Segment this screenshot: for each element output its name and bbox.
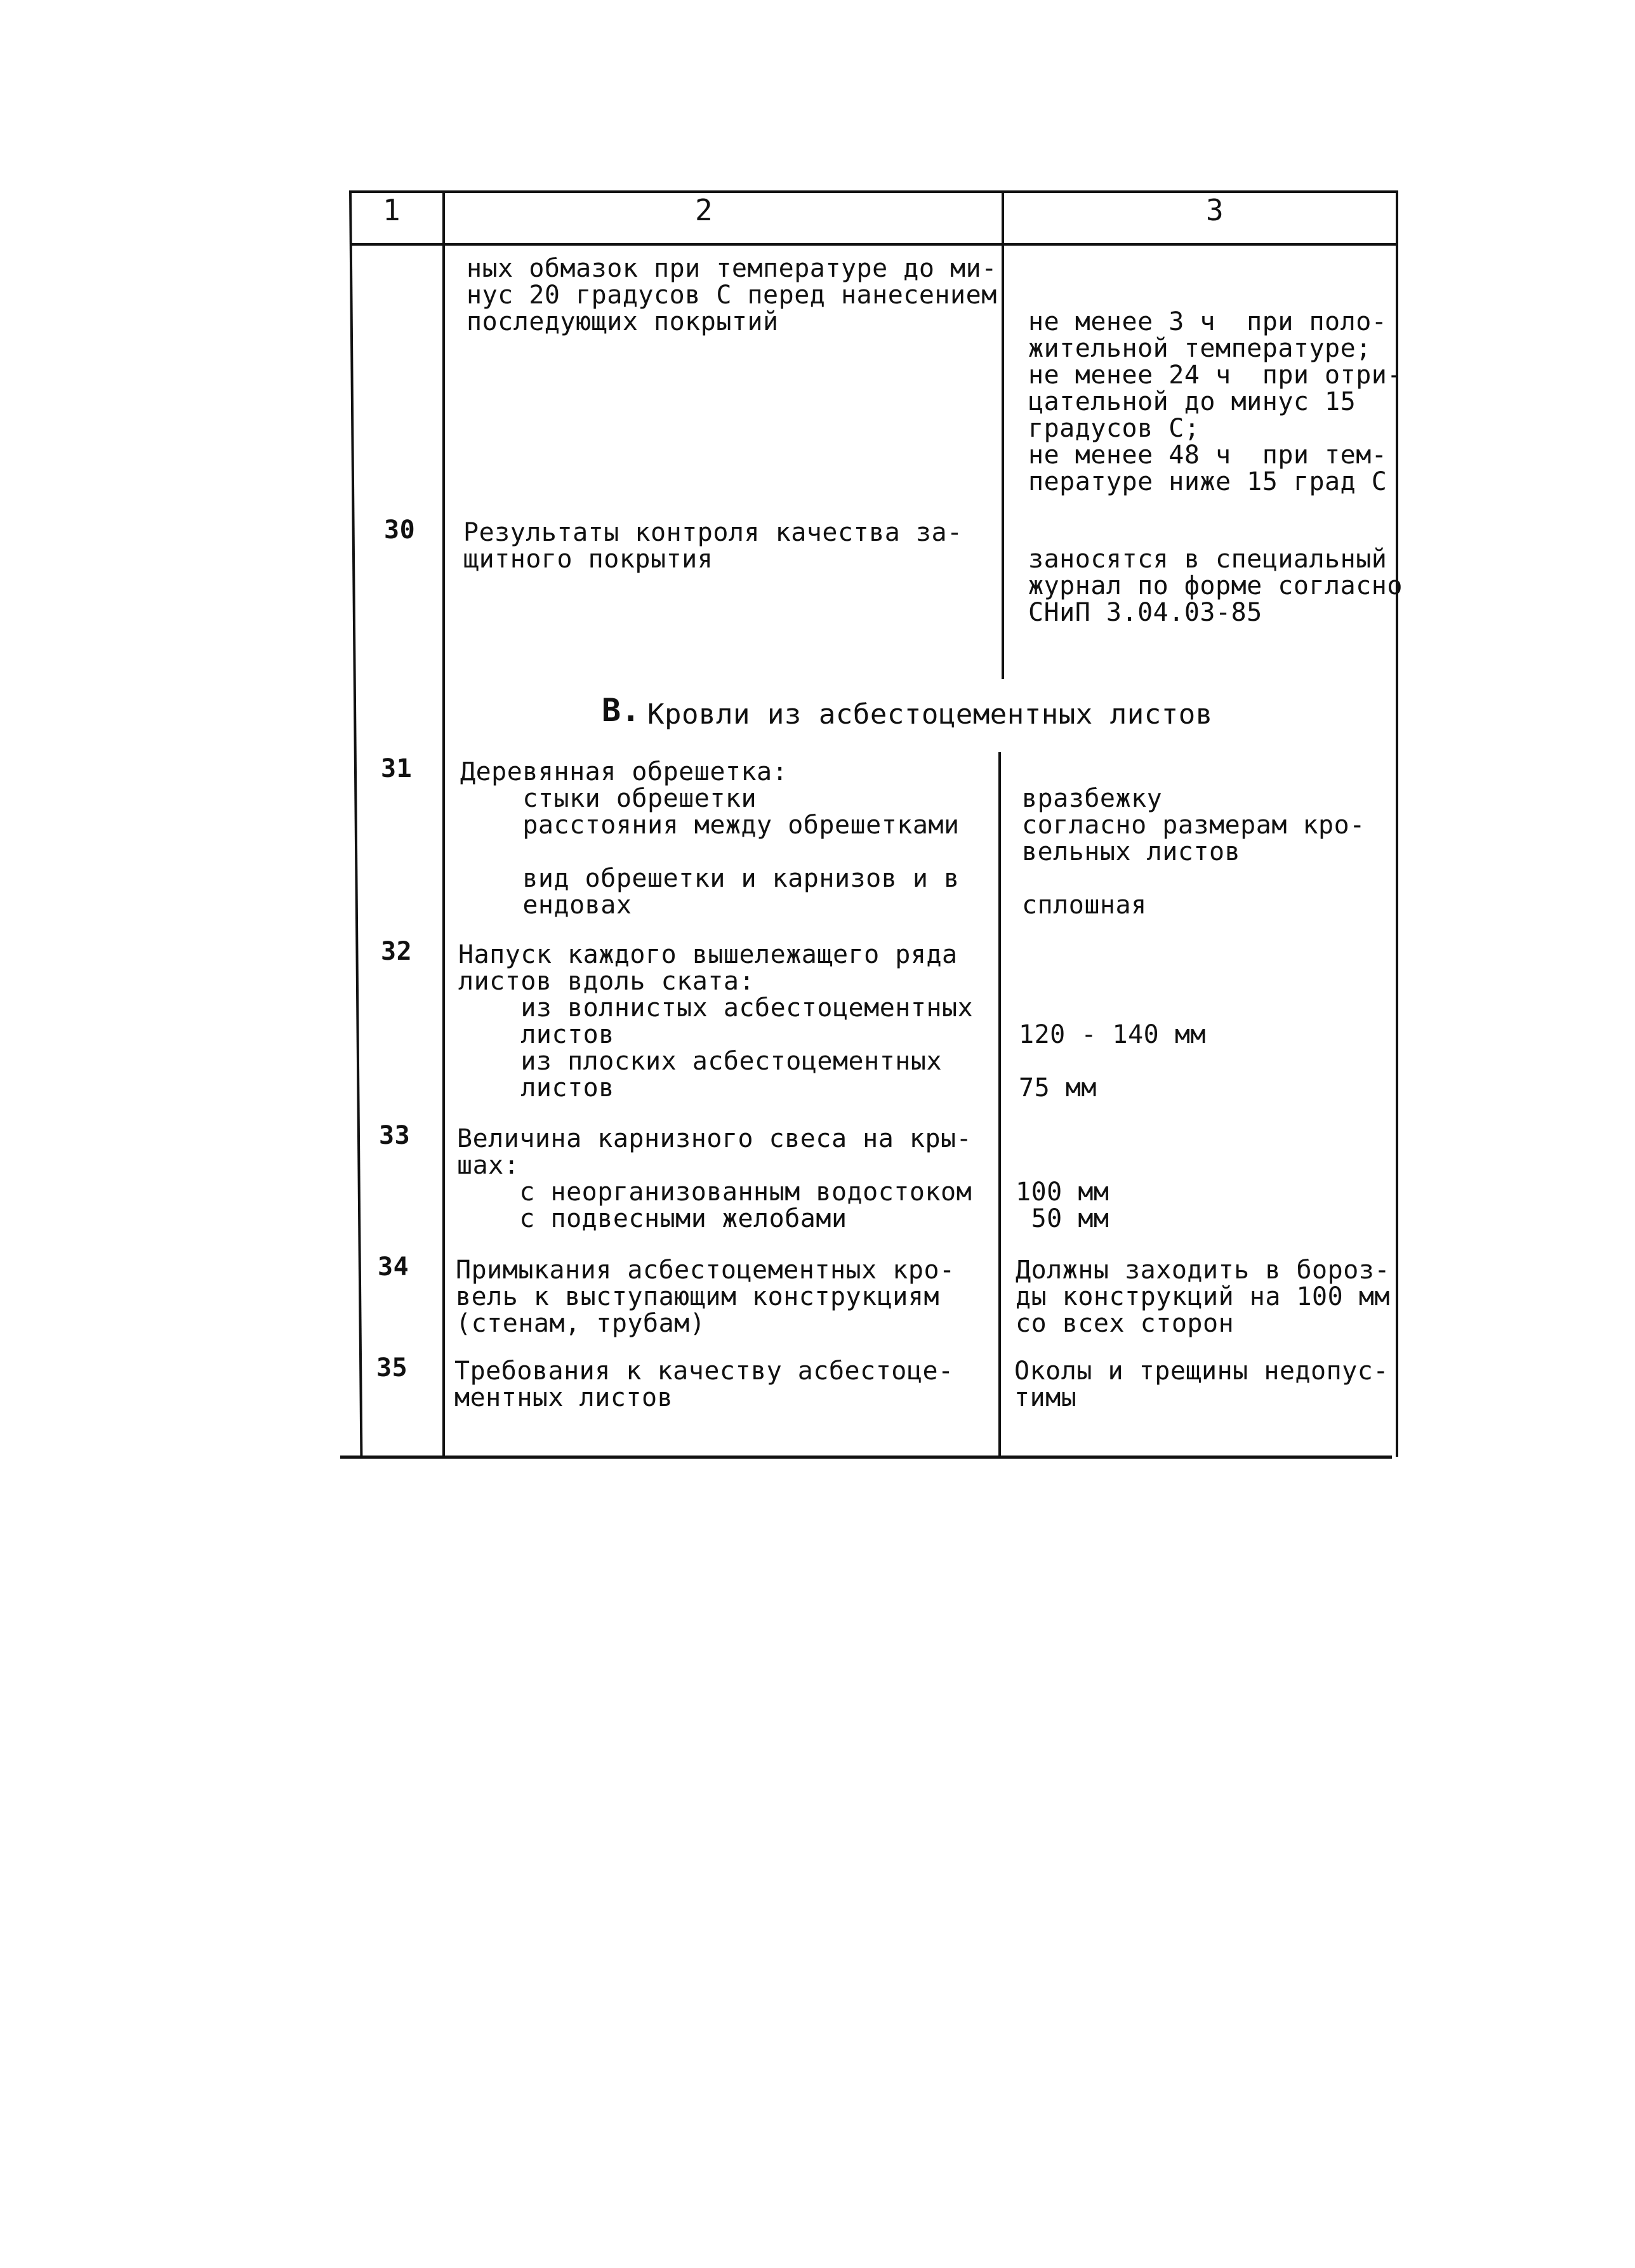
header-col-2: 2 (695, 193, 713, 227)
value-line: 50 мм (1016, 1204, 1109, 1233)
param-line: с неорганизованным водостоком (457, 1177, 972, 1207)
param-line: листов (458, 1020, 614, 1049)
param-line: листов вдоль ската: (458, 967, 755, 996)
value-line: пературе ниже 15 град С (1028, 467, 1387, 496)
param-line: Деревянная обрешетка: (460, 757, 788, 786)
value-line: вразбежку (1022, 784, 1163, 813)
row-number: 33 (379, 1121, 411, 1150)
param-line: ендовах (460, 891, 632, 920)
value-line: Должны заходить в бороз- (1016, 1256, 1390, 1285)
value-line: не менее 48 ч при тем- (1028, 441, 1387, 470)
column-separator-1 (442, 190, 445, 1457)
param-line: нус 20 градусов С перед нанесением (467, 281, 997, 310)
column-separator-2-upper (1002, 190, 1004, 679)
param-line: (стенам, трубам) (456, 1309, 706, 1338)
param-line: Результаты контроля качества за- (463, 518, 963, 547)
param-line: щитного покрытия (463, 545, 713, 574)
table-left-border (349, 190, 362, 1457)
param-line: из волнистых асбестоцементных (458, 993, 974, 1023)
column-separator-2-lower (998, 752, 1001, 1457)
row-number: 34 (378, 1252, 409, 1282)
param-line: последующих покрытий (467, 307, 779, 336)
param-line: Требования к качеству асбестоце- (454, 1356, 954, 1386)
param-line: из плоских асбестоцементных (458, 1047, 943, 1076)
param-line: листов (458, 1073, 614, 1103)
header-col-1: 1 (383, 193, 401, 227)
value-line: не менее 24 ч при отри- (1028, 361, 1403, 390)
param-line: с подвесными желобами (457, 1204, 847, 1233)
value-line: 75 мм (1019, 1073, 1097, 1103)
value-line: со всех сторон (1016, 1309, 1235, 1338)
param-line: шах: (457, 1151, 520, 1180)
value-line: жительной температуре; (1028, 334, 1372, 363)
param-line: вид обрешетки и карнизов и в (460, 864, 960, 893)
value-line: журнал по форме согласно (1028, 571, 1403, 600)
value-line: СНиП 3.04.03-85 (1028, 598, 1262, 627)
value-line: тимы (1014, 1383, 1077, 1412)
value-line: ды конструкций на 100 мм (1016, 1282, 1390, 1311)
value-line: Околы и трещины недопус- (1014, 1356, 1389, 1386)
param-line: расстояния между обрешетками (460, 811, 960, 840)
param-line: вель к выступающим конструкциям (456, 1282, 940, 1311)
header-separator (351, 243, 1398, 246)
value-line: сплошная (1022, 891, 1147, 920)
row-number: 30 (384, 515, 416, 545)
table-top-border (351, 190, 1398, 193)
value-line: заносятся в специальный (1028, 545, 1387, 574)
value-line: не менее 3 ч при поло- (1028, 307, 1387, 336)
param-line: ментных листов (454, 1383, 673, 1412)
param-line: Величина карнизного свеса на кры- (457, 1124, 972, 1153)
value-line: градусов С; (1028, 414, 1200, 443)
value-line: 100 мм (1016, 1177, 1109, 1207)
row-number: 35 (376, 1353, 408, 1383)
param-line: стыки обрешетки (460, 784, 757, 813)
param-line: ных обмазок при температуре до ми- (467, 254, 997, 283)
row-number: 32 (381, 937, 413, 966)
table-bottom-border (340, 1456, 1392, 1459)
header-col-3: 3 (1206, 193, 1224, 227)
section-title: Кровли из асбестоцементных листов (647, 698, 1213, 731)
value-line: вельных листов (1022, 837, 1241, 866)
param-line: Примыкания асбестоцементных кро- (456, 1256, 955, 1285)
value-line: 120 - 140 мм (1019, 1020, 1206, 1049)
param-line: Напуск каждого вышележащего ряда (458, 940, 958, 969)
section-letter: В. (602, 692, 641, 729)
value-line: цательной до минус 15 (1028, 387, 1356, 416)
value-line: согласно размерам кро- (1022, 811, 1365, 840)
row-number: 31 (381, 754, 413, 783)
